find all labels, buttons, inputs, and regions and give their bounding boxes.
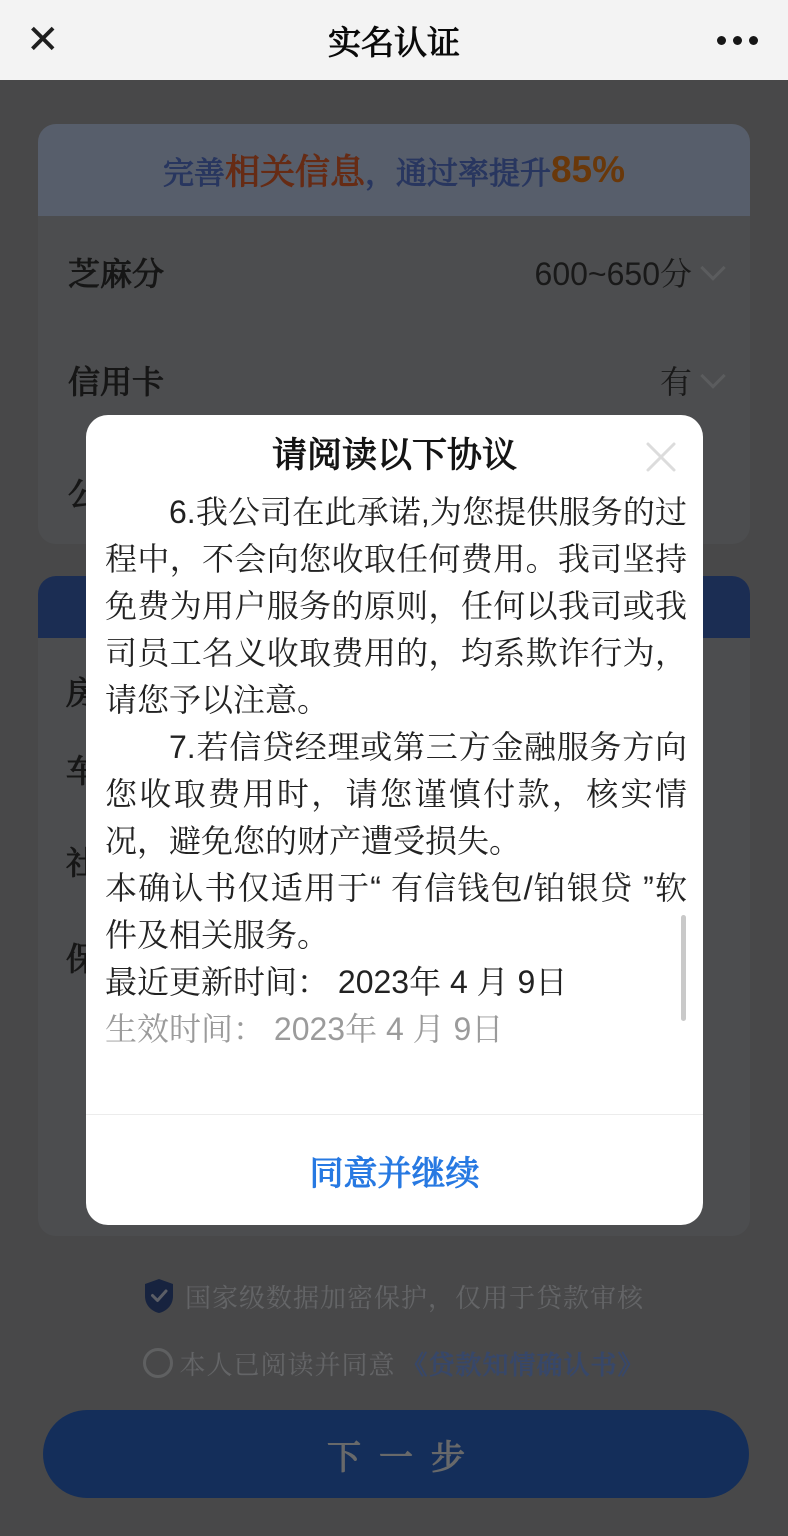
agreement-text-body[interactable] xyxy=(86,479,703,1114)
agreement-paragraph: 7.若信贷经理或第三方金融服务方向您收取费用时，请您谨慎付款，核实情况，避免您的财产遭受损失。 xyxy=(105,729,687,859)
modal-header xyxy=(86,415,703,479)
close-icon[interactable]: ✕ xyxy=(26,18,60,62)
agreement-paragraph: 6.我公司在此承诺,为您提供服务的过程中，不会向您收取任何费用。我司坚持免费为用户服务的原则，任何以我司或我司员工名义收取费用的，均系欺诈行为，请您予以注意。 xyxy=(105,494,687,718)
modal-footer xyxy=(86,1114,703,1225)
agree-continue-button[interactable]: 同意并继续 xyxy=(309,1154,480,1193)
more-menu-icon[interactable] xyxy=(717,0,758,80)
scrollbar[interactable] xyxy=(681,915,686,1021)
agreement-effective-line: 生效时间： 2023年 4 月 9日 xyxy=(105,1011,504,1047)
modal-title: 请阅读以下协议 xyxy=(271,436,517,475)
modal-close-icon[interactable] xyxy=(641,437,681,477)
top-bar xyxy=(0,0,788,80)
agreement-modal xyxy=(86,415,703,1225)
page-title: 实名认证 xyxy=(328,23,460,61)
agreement-updated-line: 最近更新时间： 2023年 4 月 9日 xyxy=(105,964,568,1000)
agreement-paragraph: 本确认书仅适用于“ 有信钱包/铂银贷 ”软件及相关服务。 xyxy=(105,870,687,953)
